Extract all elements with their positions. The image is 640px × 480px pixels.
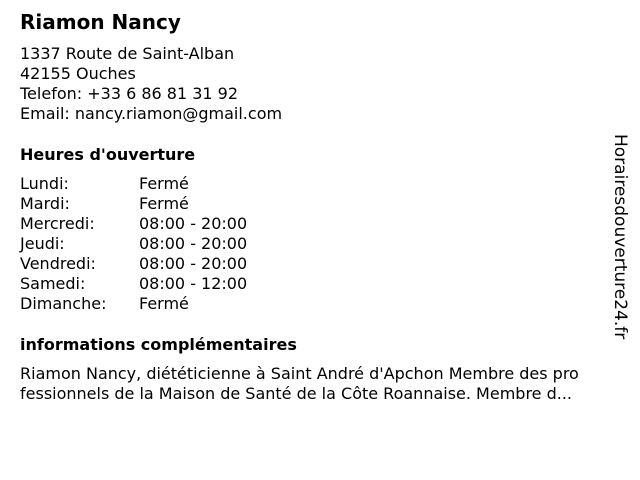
day-hours: Fermé xyxy=(139,194,189,213)
contact-block xyxy=(20,44,282,124)
additional-info-text xyxy=(20,364,626,404)
address-street: 1337 Route de Saint-Alban xyxy=(20,44,235,63)
day-label: Mercredi: xyxy=(20,214,95,233)
day-hours: Fermé xyxy=(139,294,189,313)
day-hours: Fermé xyxy=(139,174,189,193)
site-watermark: Horairesdouverture24.fr xyxy=(610,134,630,340)
additional-info-heading: informations complémentaires xyxy=(20,335,297,354)
opening-hours-heading: Heures d'ouverture xyxy=(20,145,196,164)
day-hours: 08:00 - 12:00 xyxy=(139,274,248,293)
day-label: Dimanche: xyxy=(20,294,107,313)
phone-text: Telefon: +33 6 86 81 31 92 xyxy=(20,84,239,103)
day-label: Jeudi: xyxy=(20,234,65,253)
description-line: Riamon Nancy, diététicienne à Saint André d'Apchon Membre des pro xyxy=(20,364,579,383)
address-city: 42155 Ouches xyxy=(20,64,136,83)
description-line: fessionnels de la Maison de Santé de la Côte Roannaise. Membre d... xyxy=(20,384,573,403)
day-hours: 08:00 - 20:00 xyxy=(139,234,248,253)
day-label: Vendredi: xyxy=(20,254,96,273)
email-text: Email: nancy.riamon@gmail.com xyxy=(20,104,283,123)
day-label: Samedi: xyxy=(20,274,86,293)
business-name: Riamon Nancy xyxy=(20,10,181,34)
day-label: Lundi: xyxy=(20,174,69,193)
day-hours: 08:00 - 20:00 xyxy=(139,214,248,233)
day-hours: 08:00 - 20:00 xyxy=(139,254,248,273)
day-label: Mardi: xyxy=(20,194,70,213)
